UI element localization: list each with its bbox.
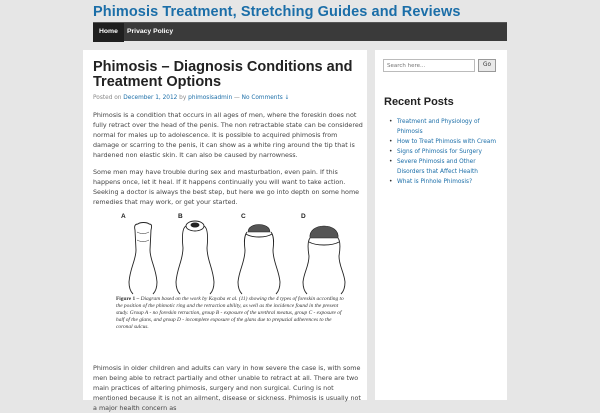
recent-post-link[interactable]: • How to Treat Phimosis with Cream (389, 137, 505, 147)
penis-c-outline (238, 232, 280, 294)
foreskin-c-ring (246, 234, 272, 237)
diagram-illustration (116, 210, 348, 294)
glans-d (310, 226, 338, 238)
glans-c (248, 225, 270, 233)
foreskin-d-ring (309, 242, 339, 245)
recent-post-link[interactable]: • Treatment and Physiology of (389, 117, 505, 127)
main-content (83, 50, 367, 412)
site-title[interactable]: Phimosis Treatment, Stretching Guides and Reviews (93, 4, 461, 20)
post-meta (93, 95, 289, 101)
comments-link[interactable]: No Comments ↓ (241, 95, 290, 101)
recent-posts-heading: Recent Posts (384, 96, 454, 108)
post-paragraph-2: Some men may have trouble during sex and masturbation, even pain. If this happens once, let it heal. If it happens continually you will want to take action. Seeking a doctor is always the best step, but here we go into depth on some home remedies that may work, or get your started. (93, 168, 360, 206)
caption-text: Diagram based on the work by Kayaba et al. (11) showing the 4 types of foreskin according to the position of the phimotic ring and the retraction ability, as well as the incidence found in the present study. Group A - no foreskin retraction, group B - exposure of the urethral meatus, group C - exposure of half of the glans, and group D - incomplete exposure of the glans due to prepuzial adherences to the coronal sulcus. (116, 296, 344, 330)
posted-on-label: Posted on (93, 95, 122, 101)
recent-post-link[interactable]: • Signs of Phimosis for Surgery (389, 147, 505, 157)
post-paragraph-3: Phimosis in older children and adults can vary in how severe the case is, with some men being able to retract partially and other unable to retract at all. There are two main practices of altering phimosis, surgery and non surgical. Curing is not mentioned because it is not an ailment, disease or sickness. Phimosis is usually not a major health concern as (93, 364, 361, 412)
author-link[interactable]: phimosisadmin (188, 95, 233, 101)
sidebar (375, 50, 507, 400)
recent-post-link[interactable]: • What is Pinhole Phimosis? (389, 177, 505, 187)
penis-d-outline (303, 238, 345, 294)
post-title-line-2: Treatment Options (93, 74, 222, 90)
post-paragraph-1: Phimosis is a condition that occurs in all ages of men, where the foreskin does not fully retract over the head of the penis. The non retractable state can be considered normal for males up to adolescence. It is possible to acquired phimosis from damage or scarring to the penis, it can show as a white ring around the tip that is hardened non elastic skin. It can also be caused by narrowness. (93, 111, 363, 159)
recent-post-link-continued[interactable]: Disorders that Affect Health (397, 169, 478, 175)
post-date-link[interactable]: December 1, 2012 (123, 95, 178, 101)
meta-separator: — (233, 95, 240, 101)
nav-item-home[interactable]: Home (93, 23, 124, 42)
foreskin-a-tip (138, 223, 149, 225)
site-header (0, 0, 600, 22)
foreskin-types-diagram (116, 210, 348, 342)
search-input[interactable] (383, 59, 475, 72)
post-title-line-1: Phimosis – Diagnosis Conditions and (93, 59, 353, 75)
recent-post-link-continued[interactable]: Phimosis (397, 129, 423, 135)
nav-item-privacy-policy[interactable]: Privacy Policy (127, 28, 174, 35)
diagram-label-d: D (301, 213, 306, 220)
post-title (93, 60, 363, 90)
main-nav (93, 22, 507, 41)
recent-post-link[interactable]: • Severe Phimosis and Other (389, 157, 505, 167)
caption-label: Figure 1 – (116, 296, 140, 302)
diagram-label-b: B (178, 213, 183, 220)
foreskin-a-folds (137, 232, 149, 242)
diagram-label-c: C (241, 213, 246, 220)
search-go-button[interactable]: Go (478, 59, 496, 72)
penis-a-outline (129, 224, 157, 294)
penis-b-outline (176, 226, 214, 294)
by-label: by (179, 95, 187, 101)
meatus-b (191, 223, 199, 227)
recent-posts-list (389, 117, 505, 187)
diagram-label-a: A (121, 213, 126, 220)
diagram-caption (116, 296, 348, 331)
